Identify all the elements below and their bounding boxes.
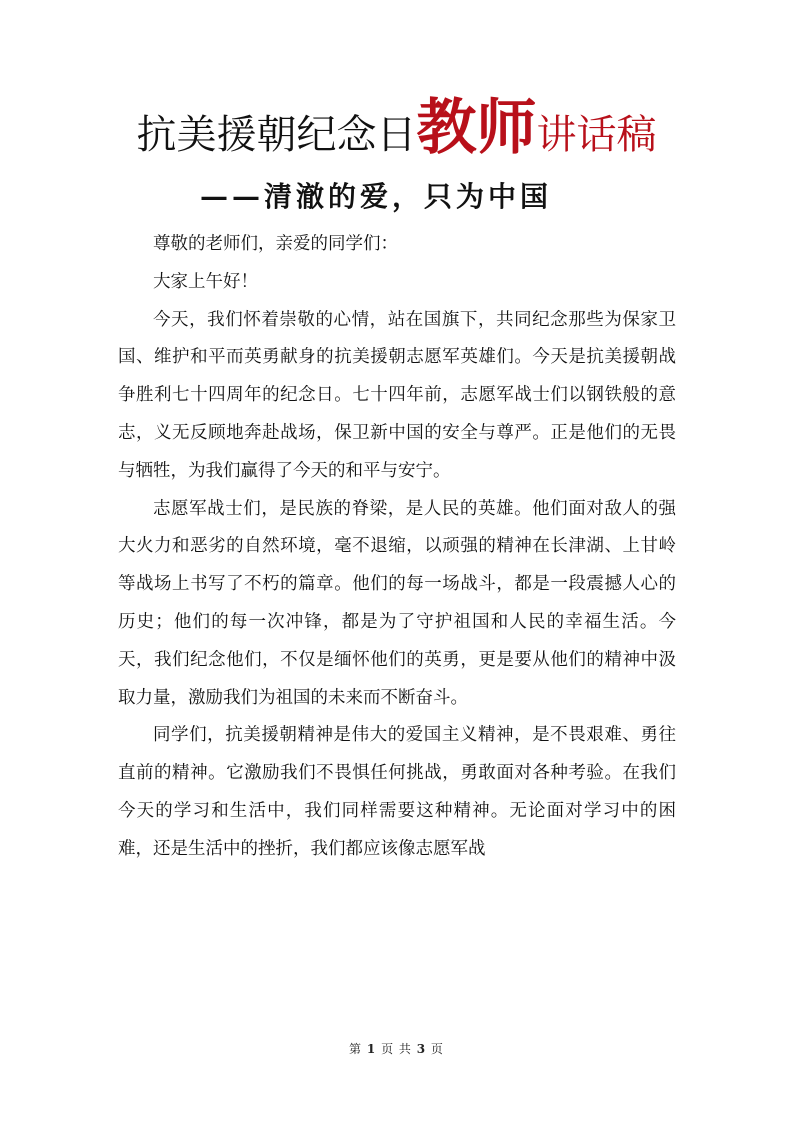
footer-total-pages: 3	[416, 1042, 427, 1056]
paragraph-2: 志愿军战士们，是民族的脊梁，是人民的英雄。他们面对敌人的强大火力和恶劣的自然环境，毫不退缩，以顽强的精神在长津湖、上甘岭等战场上书写了不朽的篇章。他们的每一场战斗，都是一段震撼人心的历史；他们的每一次冲锋，都是为了守护祖国和人民的幸福生活。今天，我们纪念他们，不仅是缅怀他们的英勇，更是要从他们的精神中汲取力量，激励我们为祖国的未来而不断奋斗。	[118, 498, 676, 708]
footer-suffix: 页	[430, 1042, 444, 1056]
footer-middle: 页 共	[381, 1042, 412, 1056]
title-part-1: 抗美援朝纪念日	[136, 112, 417, 158]
greeting: 大家上午好！	[153, 271, 258, 292]
paragraph-1: 今天，我们怀着崇敬的心情，站在国旗下，共同纪念那些为保家卫国、维护和平而英勇献身的抗美援朝志愿军英雄们。今天是抗美援朝战争胜利七十四周年的纪念日。七十四年前，志愿军战士们以钢铁般的意志，义无反顾地奔赴战场，保卫新中国的安全与尊严。正是他们的无畏与牺牲，为我们赢得了今天的和平与安宁。	[118, 309, 676, 481]
salutation: 尊敬的老师们，亲爱的同学们：	[153, 234, 398, 254]
document-body	[118, 226, 676, 869]
title-part-2-highlight: 教师	[416, 93, 537, 163]
footer-current-page: 1	[366, 1042, 377, 1056]
paragraph-3: 同学们，抗美援朝精神是伟大的爱国主义精神，是不畏艰难、勇往直前的精神。它激励我们不畏惧任何挑战，勇敢面对各种考验。在我们今天的学习和生活中，我们同样需要这种精神。无论面对学习中的困难，还是生活中的挫折，我们都应该像志愿军战	[118, 725, 676, 859]
title-part-3: 讲话稿	[536, 112, 657, 158]
footer-prefix: 第	[349, 1042, 363, 1056]
page-footer	[0, 1040, 793, 1057]
document-subtitle: ——清澈的爱，只为中国	[200, 180, 553, 213]
document-title	[0, 93, 793, 163]
